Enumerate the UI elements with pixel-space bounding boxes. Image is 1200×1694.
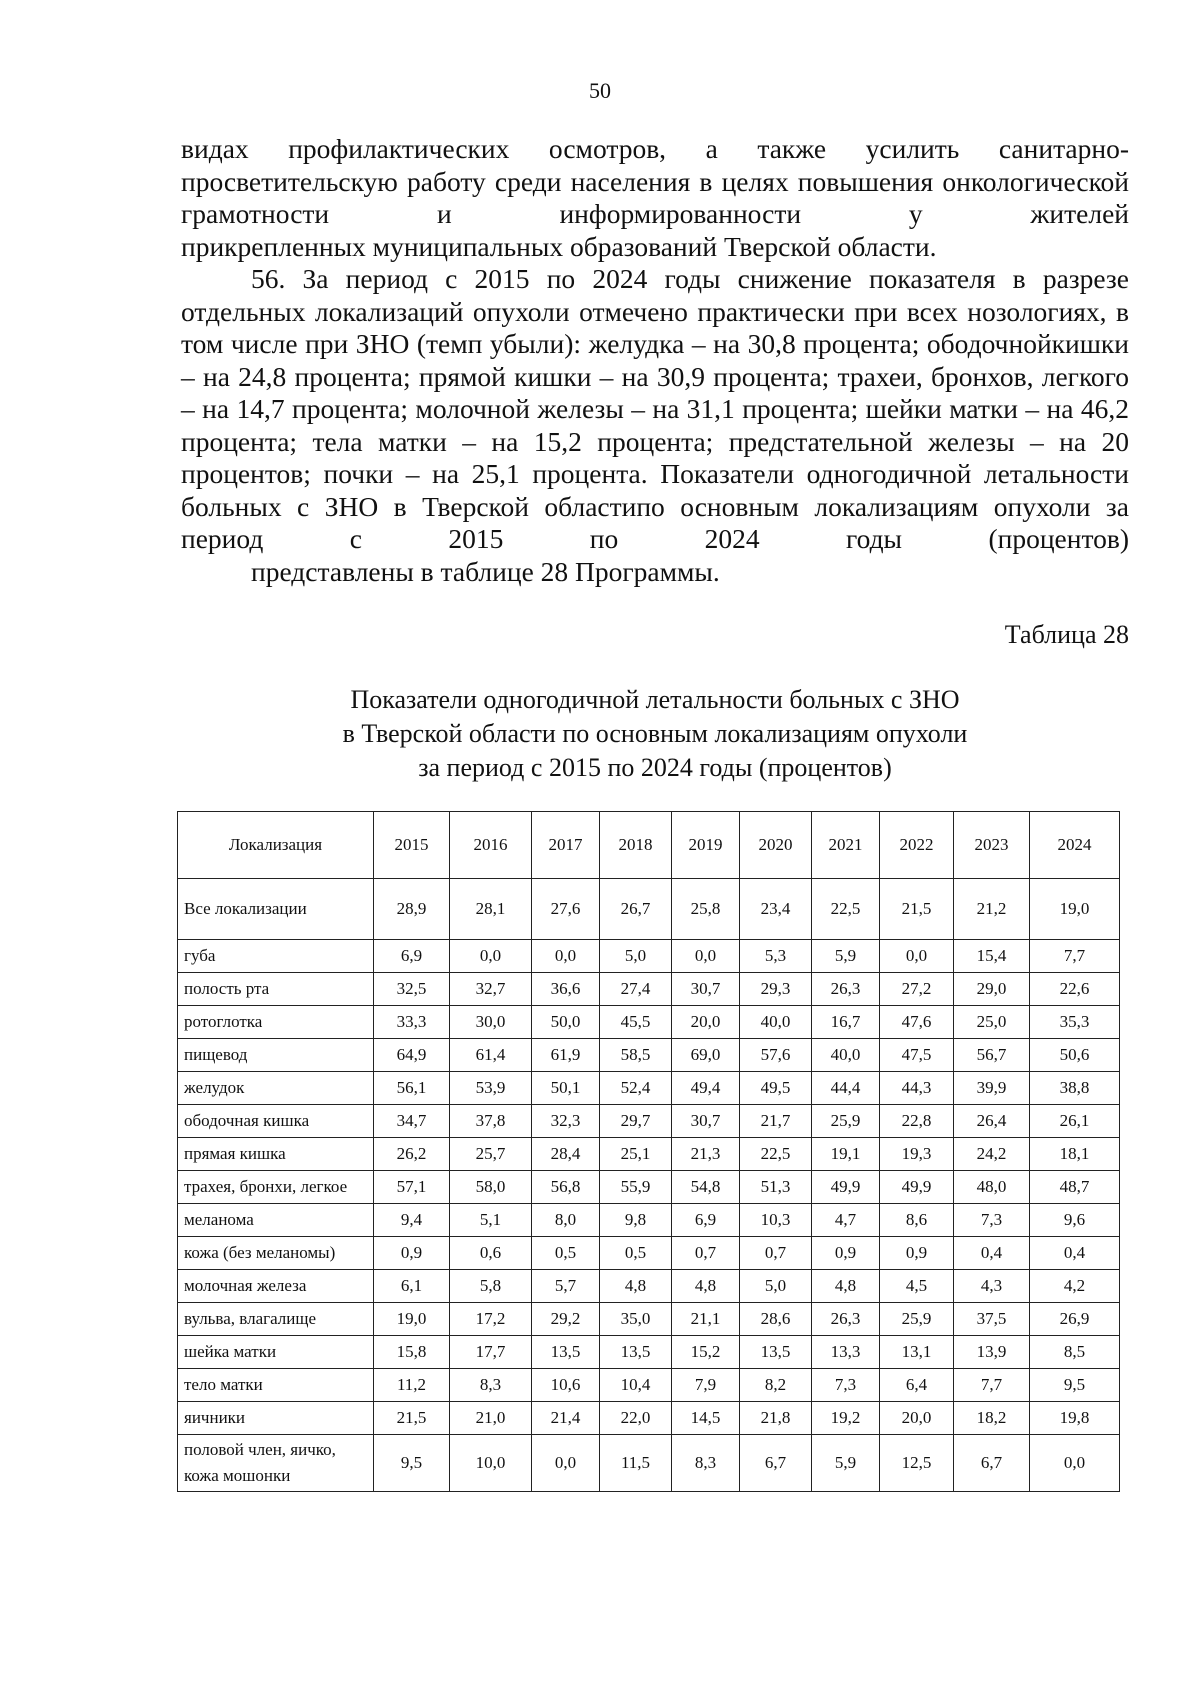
value-cell: 5,8 xyxy=(450,1270,532,1303)
value-cell: 35,3 xyxy=(1030,1006,1120,1039)
value-cell: 47,5 xyxy=(880,1039,954,1072)
value-cell: 9,4 xyxy=(374,1204,450,1237)
value-cell: 69,0 xyxy=(672,1039,740,1072)
value-cell: 25,7 xyxy=(450,1138,532,1171)
value-cell: 0,4 xyxy=(1030,1237,1120,1270)
table-row xyxy=(178,1171,1120,1204)
value-cell: 0,0 xyxy=(672,940,740,973)
value-cell: 13,1 xyxy=(880,1336,954,1369)
table-row xyxy=(178,1303,1120,1336)
value-cell: 49,9 xyxy=(812,1171,880,1204)
value-cell: 55,9 xyxy=(600,1171,672,1204)
value-cell: 19,0 xyxy=(1030,879,1120,940)
value-cell: 9,8 xyxy=(600,1204,672,1237)
value-cell: 33,3 xyxy=(374,1006,450,1039)
value-cell: 29,0 xyxy=(954,973,1030,1006)
value-cell: 29,3 xyxy=(740,973,812,1006)
value-cell: 10,0 xyxy=(450,1435,532,1492)
value-cell: 47,6 xyxy=(880,1006,954,1039)
header-cell: Локализация xyxy=(178,812,374,879)
localization-cell: губа xyxy=(178,940,374,973)
value-cell: 39,9 xyxy=(954,1072,1030,1105)
table-row xyxy=(178,1138,1120,1171)
value-cell: 19,0 xyxy=(374,1303,450,1336)
value-cell: 22,5 xyxy=(740,1138,812,1171)
value-cell: 7,7 xyxy=(1030,940,1120,973)
table-title-line: за период с 2015 по 2024 годы (процентов) xyxy=(418,753,892,782)
value-cell: 13,5 xyxy=(532,1336,600,1369)
localization-cell: вульва, влагалище xyxy=(178,1303,374,1336)
value-cell: 30,7 xyxy=(672,1105,740,1138)
value-cell: 32,7 xyxy=(450,973,532,1006)
value-cell: 6,9 xyxy=(374,940,450,973)
value-cell: 28,4 xyxy=(532,1138,600,1171)
value-cell: 0,0 xyxy=(532,940,600,973)
value-cell: 21,1 xyxy=(672,1303,740,1336)
value-cell: 34,7 xyxy=(374,1105,450,1138)
header-cell: 2019 xyxy=(672,812,740,879)
paragraph-2-text: 56. За период с 2015 по 2024 годы снижение показателя в разрезе отдельных локализаций опухоли отмечено практически при всех нозологиях, в том числе при ЗНО (темп убыли): желудка – на 30,8 процента; ободочнойкишки – на 24,8 процента; прямой кишки – на 30,9 процента; трахеи, бронхов, легкого – на 14,7 процента; молочной железы – на 31,1 процента; шейки матки – на 46,2 процента; тела матки – на 15,2 процента; предстательной железы – на 20 процентов; почки – на 25,1 процента. Показатели одногодичной летальности больных с ЗНО в Тверской областипо основным локализациям опухоли за период с 2015 по 2024 годы (процентов) xyxy=(181,263,1129,554)
value-cell: 21,4 xyxy=(532,1402,600,1435)
value-cell: 15,4 xyxy=(954,940,1030,973)
value-cell: 6,9 xyxy=(672,1204,740,1237)
value-cell: 25,9 xyxy=(880,1303,954,1336)
value-cell: 5,0 xyxy=(600,940,672,973)
header-cell: 2023 xyxy=(954,812,1030,879)
value-cell: 30,0 xyxy=(450,1006,532,1039)
value-cell: 53,9 xyxy=(450,1072,532,1105)
value-cell: 12,5 xyxy=(880,1435,954,1492)
value-cell: 56,8 xyxy=(532,1171,600,1204)
value-cell: 58,0 xyxy=(450,1171,532,1204)
value-cell: 49,9 xyxy=(880,1171,954,1204)
value-cell: 13,5 xyxy=(600,1336,672,1369)
value-cell: 22,0 xyxy=(600,1402,672,1435)
value-cell: 0,9 xyxy=(812,1237,880,1270)
value-cell: 5,3 xyxy=(740,940,812,973)
table-row xyxy=(178,1006,1120,1039)
value-cell: 13,3 xyxy=(812,1336,880,1369)
page-number: 50 xyxy=(589,78,611,103)
value-cell: 6,4 xyxy=(880,1369,954,1402)
value-cell: 6,7 xyxy=(954,1435,1030,1492)
value-cell: 4,8 xyxy=(672,1270,740,1303)
value-cell: 17,2 xyxy=(450,1303,532,1336)
value-cell: 25,9 xyxy=(812,1105,880,1138)
table-row xyxy=(178,1369,1120,1402)
table-header-row xyxy=(178,812,1120,879)
value-cell: 61,4 xyxy=(450,1039,532,1072)
localization-cell: шейка матки xyxy=(178,1336,374,1369)
value-cell: 5,1 xyxy=(450,1204,532,1237)
value-cell: 50,6 xyxy=(1030,1039,1120,1072)
value-cell: 28,6 xyxy=(740,1303,812,1336)
value-cell: 0,4 xyxy=(954,1237,1030,1270)
value-cell: 7,3 xyxy=(812,1369,880,1402)
table-row xyxy=(178,1105,1120,1138)
value-cell: 29,2 xyxy=(532,1303,600,1336)
value-cell: 26,7 xyxy=(600,879,672,940)
value-cell: 36,6 xyxy=(532,973,600,1006)
table-row xyxy=(178,879,1120,940)
value-cell: 4,8 xyxy=(812,1270,880,1303)
value-cell: 64,9 xyxy=(374,1039,450,1072)
value-cell: 21,3 xyxy=(672,1138,740,1171)
value-cell: 40,0 xyxy=(812,1039,880,1072)
value-cell: 0,9 xyxy=(374,1237,450,1270)
localization-cell: полость рта xyxy=(178,973,374,1006)
value-cell: 11,5 xyxy=(600,1435,672,1492)
value-cell: 61,9 xyxy=(532,1039,600,1072)
value-cell: 5,9 xyxy=(812,1435,880,1492)
paragraph-continuation xyxy=(181,133,1129,263)
value-cell: 26,9 xyxy=(1030,1303,1120,1336)
value-cell: 7,7 xyxy=(954,1369,1030,1402)
value-cell: 56,7 xyxy=(954,1039,1030,1072)
localization-cell: Все локализации xyxy=(178,879,374,940)
body-text xyxy=(181,133,1129,588)
value-cell: 50,0 xyxy=(532,1006,600,1039)
value-cell: 20,0 xyxy=(672,1006,740,1039)
header-cell: 2020 xyxy=(740,812,812,879)
table-row xyxy=(178,1336,1120,1369)
value-cell: 0,9 xyxy=(880,1237,954,1270)
value-cell: 37,5 xyxy=(954,1303,1030,1336)
value-cell: 20,0 xyxy=(880,1402,954,1435)
value-cell: 24,2 xyxy=(954,1138,1030,1171)
value-cell: 19,2 xyxy=(812,1402,880,1435)
localization-cell: ротоглотка xyxy=(178,1006,374,1039)
value-cell: 0,0 xyxy=(1030,1435,1120,1492)
value-cell: 9,6 xyxy=(1030,1204,1120,1237)
value-cell: 13,5 xyxy=(740,1336,812,1369)
value-cell: 0,6 xyxy=(450,1237,532,1270)
value-cell: 28,9 xyxy=(374,879,450,940)
value-cell: 0,7 xyxy=(672,1237,740,1270)
value-cell: 22,5 xyxy=(812,879,880,940)
value-cell: 27,4 xyxy=(600,973,672,1006)
value-cell: 29,7 xyxy=(600,1105,672,1138)
value-cell: 5,7 xyxy=(532,1270,600,1303)
header-cell: 2022 xyxy=(880,812,954,879)
localization-cell: молочная железа xyxy=(178,1270,374,1303)
value-cell: 9,5 xyxy=(1030,1369,1120,1402)
value-cell: 27,6 xyxy=(532,879,600,940)
value-cell: 35,0 xyxy=(600,1303,672,1336)
value-cell: 57,6 xyxy=(740,1039,812,1072)
value-cell: 32,5 xyxy=(374,973,450,1006)
value-cell: 14,5 xyxy=(672,1402,740,1435)
value-cell: 27,2 xyxy=(880,973,954,1006)
value-cell: 13,9 xyxy=(954,1336,1030,1369)
table-title xyxy=(0,683,1200,785)
header-cell: 2018 xyxy=(600,812,672,879)
table-row xyxy=(178,1039,1120,1072)
value-cell: 8,5 xyxy=(1030,1336,1120,1369)
value-cell: 7,9 xyxy=(672,1369,740,1402)
value-cell: 21,5 xyxy=(374,1402,450,1435)
value-cell: 57,1 xyxy=(374,1171,450,1204)
value-cell: 0,5 xyxy=(600,1237,672,1270)
value-cell: 50,1 xyxy=(532,1072,600,1105)
value-cell: 8,6 xyxy=(880,1204,954,1237)
paragraph-1-last-line: прикрепленных муниципальных образований Тверской области. xyxy=(181,230,937,262)
value-cell: 44,4 xyxy=(812,1072,880,1105)
value-cell: 21,5 xyxy=(880,879,954,940)
table-row xyxy=(178,1237,1120,1270)
value-cell: 16,7 xyxy=(812,1006,880,1039)
value-cell: 10,4 xyxy=(600,1369,672,1402)
paragraph-1-text: видах профилактических осмотров, а также усилить санитарно-просветительскую работу среди населения в целях повышения онкологической грамотности и информированности у жителей xyxy=(181,133,1129,229)
value-cell: 32,3 xyxy=(532,1105,600,1138)
table-row xyxy=(178,940,1120,973)
localization-cell: половой член, яичко, кожа мошонки xyxy=(178,1435,374,1492)
table-row xyxy=(178,973,1120,1006)
value-cell: 15,8 xyxy=(374,1336,450,1369)
value-cell: 48,7 xyxy=(1030,1171,1120,1204)
header-cell: 2016 xyxy=(450,812,532,879)
header-cell: 2021 xyxy=(812,812,880,879)
value-cell: 21,8 xyxy=(740,1402,812,1435)
table-row xyxy=(178,1270,1120,1303)
value-cell: 26,4 xyxy=(954,1105,1030,1138)
value-cell: 56,1 xyxy=(374,1072,450,1105)
value-cell: 19,8 xyxy=(1030,1402,1120,1435)
value-cell: 21,2 xyxy=(954,879,1030,940)
value-cell: 38,8 xyxy=(1030,1072,1120,1105)
value-cell: 6,7 xyxy=(740,1435,812,1492)
value-cell: 18,1 xyxy=(1030,1138,1120,1171)
table-body xyxy=(178,879,1120,1492)
value-cell: 19,3 xyxy=(880,1138,954,1171)
localization-cell: кожа (без меланомы) xyxy=(178,1237,374,1270)
value-cell: 0,7 xyxy=(740,1237,812,1270)
localization-cell: желудок xyxy=(178,1072,374,1105)
value-cell: 40,0 xyxy=(740,1006,812,1039)
value-cell: 21,7 xyxy=(740,1105,812,1138)
header-cell: 2024 xyxy=(1030,812,1120,879)
value-cell: 15,2 xyxy=(672,1336,740,1369)
value-cell: 45,5 xyxy=(600,1006,672,1039)
value-cell: 0,0 xyxy=(880,940,954,973)
value-cell: 8,2 xyxy=(740,1369,812,1402)
value-cell: 22,6 xyxy=(1030,973,1120,1006)
value-cell: 25,0 xyxy=(954,1006,1030,1039)
value-cell: 26,2 xyxy=(374,1138,450,1171)
value-cell: 48,0 xyxy=(954,1171,1030,1204)
value-cell: 18,2 xyxy=(954,1402,1030,1435)
value-cell: 25,1 xyxy=(600,1138,672,1171)
value-cell: 23,4 xyxy=(740,879,812,940)
value-cell: 17,7 xyxy=(450,1336,532,1369)
value-cell: 10,3 xyxy=(740,1204,812,1237)
value-cell: 22,8 xyxy=(880,1105,954,1138)
value-cell: 49,4 xyxy=(672,1072,740,1105)
value-cell: 25,8 xyxy=(672,879,740,940)
value-cell: 4,2 xyxy=(1030,1270,1120,1303)
table-row xyxy=(178,1402,1120,1435)
value-cell: 11,2 xyxy=(374,1369,450,1402)
table-label: Таблица 28 xyxy=(1004,620,1129,649)
value-cell: 58,5 xyxy=(600,1039,672,1072)
table-row xyxy=(178,1435,1120,1492)
value-cell: 0,5 xyxy=(532,1237,600,1270)
localization-cell: яичники xyxy=(178,1402,374,1435)
value-cell: 0,0 xyxy=(532,1435,600,1492)
value-cell: 37,8 xyxy=(450,1105,532,1138)
value-cell: 21,0 xyxy=(450,1402,532,1435)
value-cell: 8,3 xyxy=(450,1369,532,1402)
localization-cell: меланома xyxy=(178,1204,374,1237)
localization-cell: тело матки xyxy=(178,1369,374,1402)
value-cell: 26,3 xyxy=(812,1303,880,1336)
localization-cell: трахея, бронхи, легкое xyxy=(178,1171,374,1204)
value-cell: 8,3 xyxy=(672,1435,740,1492)
value-cell: 52,4 xyxy=(600,1072,672,1105)
value-cell: 9,5 xyxy=(374,1435,450,1492)
localization-cell: прямая кишка xyxy=(178,1138,374,1171)
localization-cell: пищевод xyxy=(178,1039,374,1072)
value-cell: 7,3 xyxy=(954,1204,1030,1237)
value-cell: 54,8 xyxy=(672,1171,740,1204)
table-row xyxy=(178,1072,1120,1105)
value-cell: 19,1 xyxy=(812,1138,880,1171)
table-title-line: Показатели одногодичной летальности больных с ЗНО xyxy=(350,685,960,714)
mortality-table xyxy=(177,811,1120,1492)
value-cell: 8,0 xyxy=(532,1204,600,1237)
header-cell: 2017 xyxy=(532,812,600,879)
value-cell: 28,1 xyxy=(450,879,532,940)
value-cell: 44,3 xyxy=(880,1072,954,1105)
paragraph-2-last-line: представлены в таблице 28 Программы. xyxy=(251,555,720,587)
value-cell: 26,3 xyxy=(812,973,880,1006)
localization-cell: ободочная кишка xyxy=(178,1105,374,1138)
value-cell: 10,6 xyxy=(532,1369,600,1402)
value-cell: 5,9 xyxy=(812,940,880,973)
header-cell: 2015 xyxy=(374,812,450,879)
value-cell: 5,0 xyxy=(740,1270,812,1303)
value-cell: 0,0 xyxy=(450,940,532,973)
value-cell: 4,5 xyxy=(880,1270,954,1303)
value-cell: 26,1 xyxy=(1030,1105,1120,1138)
value-cell: 4,7 xyxy=(812,1204,880,1237)
value-cell: 4,3 xyxy=(954,1270,1030,1303)
value-cell: 4,8 xyxy=(600,1270,672,1303)
value-cell: 6,1 xyxy=(374,1270,450,1303)
value-cell: 30,7 xyxy=(672,973,740,1006)
value-cell: 49,5 xyxy=(740,1072,812,1105)
table-row xyxy=(178,1204,1120,1237)
paragraph-56 xyxy=(181,263,1129,588)
table-title-line: в Тверской области по основным локализациям опухоли xyxy=(342,719,968,748)
value-cell: 51,3 xyxy=(740,1171,812,1204)
